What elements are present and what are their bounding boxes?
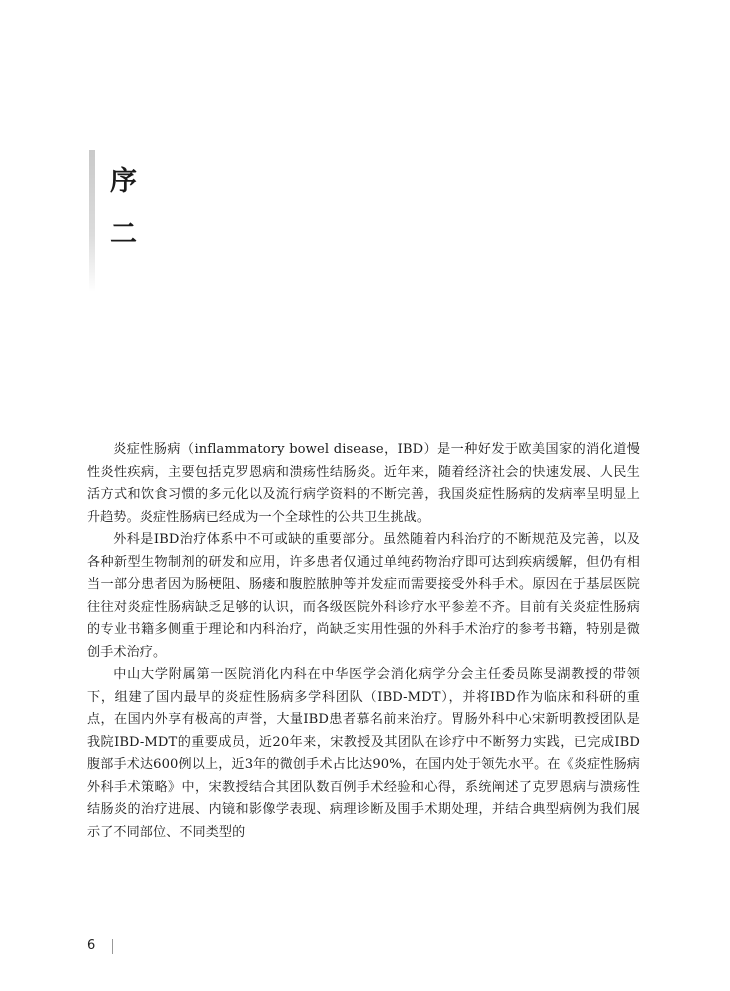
paragraph-3: 中山大学附属第一医院消化内科在中华医学会消化病学分会主任委员陈旻湖教授的带领下，组建了国内最早的炎症性肠病多学科团队（IBD-MDT），并将IBD作为临床和科研的重点，在国内外享有极高的声誉，大量IBD患者慕名前来治疗。胃肠外科中心宋新明教授团队是我院IBD-MDT的重要成员，近20年来，宋教授及其团队在诊疗中不断努力实践，已完成IBD腹部手术达600例以上，近3年的微创手术占比达90%，在国内处于领先水平。在《炎症性肠病外科手术策略》中，宋教授结合其团队数百例手术经验和心得，系统阐述了克罗恩病与溃疡性结肠炎的治疗进展、内镜和影像学表现、病理诊断及围手术期处理，并结合典型病例为我们展示了不同部位、不同类型的 bbox=[87, 667, 640, 840]
paragraph-2: 外科是IBD治疗体系中不可或缺的重要部分。虽然随着内科治疗的不断规范及完善，以及各种新型生物制剂的研发和应用，许多患者仅通过单纯药物治疗即可达到疾病缓解，但仍有相当一部分患者因为肠梗阻、肠瘘和腹腔脓肿等并发症而需要接受外科手术。原因在于基层医院往往对炎症性肠病缺乏足够的认识，而各级医院外科诊疗水平参差不齐。目前有关炎症性肠病的专业书籍多侧重于理论和内科治疗，尚缺乏实用性强的外科手术治疗的参考书籍，特别是微创手术治疗。 bbox=[87, 532, 640, 660]
section-title-char-2: 二 bbox=[110, 219, 137, 250]
page-number: 6 bbox=[87, 938, 96, 953]
paragraph-1: 炎症性肠病（inflammatory bowel disease，IBD）是一种好发于欧美国家的消化道慢性炎性疾病，主要包括克罗恩病和溃疡性结肠炎。近年来，随着经济社会的快速发展、人民生活方式和饮食习惯的多元化以及流行病学资料的不断完善，我国炎症性肠病的发病率呈明显上升趋势。炎症性肠病已经成为一个全球性的公共卫生挑战。 bbox=[87, 442, 640, 525]
title-accent-bar bbox=[89, 150, 95, 292]
body-text bbox=[87, 439, 640, 844]
section-title-char-1: 序 bbox=[110, 166, 137, 197]
footer-divider bbox=[112, 939, 113, 954]
